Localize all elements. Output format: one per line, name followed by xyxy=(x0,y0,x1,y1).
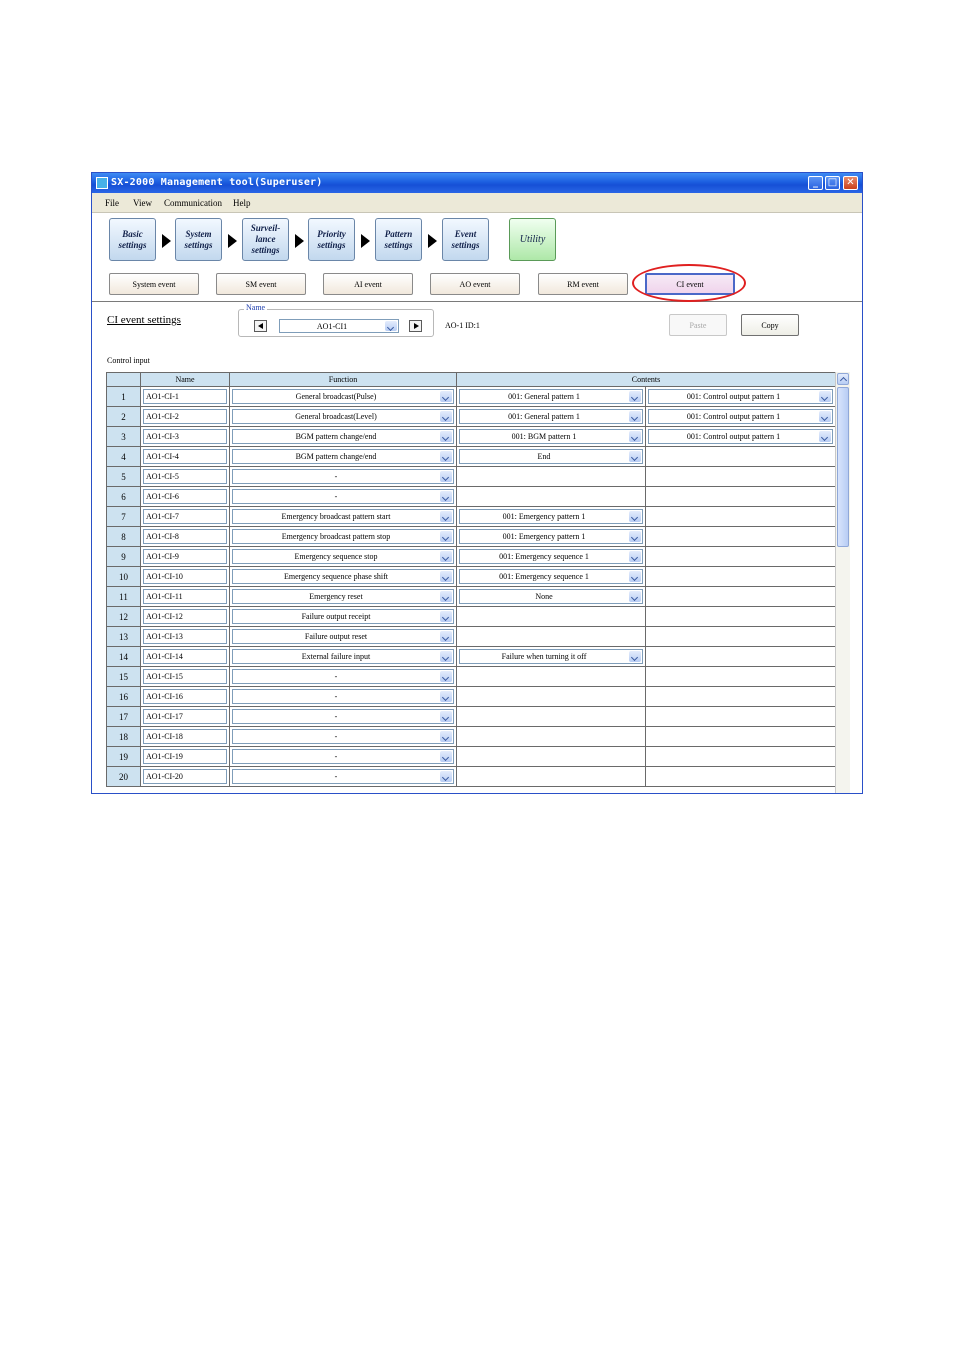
contents-secondary-cell xyxy=(646,527,836,547)
name-select-value: AO1-CI1 xyxy=(316,321,348,331)
function-value: Failure output receipt xyxy=(301,612,371,621)
function-cell xyxy=(230,387,457,407)
contents-primary-cell xyxy=(457,467,646,487)
function-select[interactable] xyxy=(232,689,454,704)
function-value: General broadcast(Level) xyxy=(295,412,377,421)
contents-secondary-cell xyxy=(646,487,836,507)
name-cell xyxy=(141,507,230,527)
function-select[interactable] xyxy=(232,709,454,724)
nav-priority-settings[interactable]: Priority settings xyxy=(308,218,355,261)
chevron-down-icon[interactable] xyxy=(629,511,641,522)
contents-secondary-cell xyxy=(646,447,836,467)
name-cell xyxy=(141,567,230,587)
function-select[interactable] xyxy=(232,549,454,564)
contents-primary-value: 001: Emergency pattern 1 xyxy=(502,532,586,541)
row-number: 3 xyxy=(107,427,141,447)
table-row xyxy=(107,647,836,667)
contents-primary-value: 001: Emergency sequence 1 xyxy=(499,572,589,581)
chevron-down-icon[interactable] xyxy=(629,411,641,422)
function-value: - xyxy=(334,492,338,501)
menu-bar xyxy=(92,193,862,213)
contents-primary-cell xyxy=(457,627,646,647)
table-row xyxy=(107,747,836,767)
contents-secondary-cell xyxy=(646,407,836,427)
function-select[interactable] xyxy=(232,409,454,424)
tab-ai-event[interactable]: AI event xyxy=(323,273,413,295)
contents-primary-select[interactable] xyxy=(459,589,643,604)
previous-button[interactable] xyxy=(254,320,267,332)
row-number: 20 xyxy=(107,767,141,787)
function-select[interactable] xyxy=(232,589,454,604)
name-input[interactable]: AO1-CI-10 xyxy=(143,569,227,584)
function-value: - xyxy=(334,732,338,741)
row-number: 15 xyxy=(107,667,141,687)
contents-secondary-cell xyxy=(646,567,836,587)
name-header: Name xyxy=(141,373,230,387)
table-row xyxy=(107,627,836,647)
name-legend: Name xyxy=(246,303,266,312)
function-select[interactable] xyxy=(232,629,454,644)
main-window xyxy=(91,172,863,794)
contents-primary-cell xyxy=(457,647,646,667)
function-cell xyxy=(230,447,457,467)
contents-primary-cell xyxy=(457,767,646,787)
name-select[interactable] xyxy=(279,319,399,333)
contents-primary-cell xyxy=(457,547,646,567)
event-tabs xyxy=(92,269,862,302)
contents-secondary-cell xyxy=(646,707,836,727)
contents-secondary-cell xyxy=(646,427,836,447)
chevron-down-icon[interactable] xyxy=(440,631,452,642)
scroll-up-icon[interactable] xyxy=(837,373,849,385)
name-input[interactable]: AO1-CI-19 xyxy=(143,749,227,764)
triangle-right-icon xyxy=(414,323,419,329)
arrow-right-icon xyxy=(295,234,304,248)
function-value: BGM pattern change/end xyxy=(295,432,377,441)
highlight-ellipse xyxy=(632,264,746,302)
chevron-down-icon[interactable] xyxy=(440,391,452,402)
tab-ao-event[interactable]: AO event xyxy=(430,273,520,295)
function-select[interactable] xyxy=(232,609,454,624)
contents-primary-select[interactable] xyxy=(459,649,643,664)
nav-event-settings[interactable]: Event settings xyxy=(442,218,489,261)
row-number: 7 xyxy=(107,507,141,527)
row-number: 5 xyxy=(107,467,141,487)
name-cell xyxy=(141,647,230,667)
row-number: 9 xyxy=(107,547,141,567)
name-cell xyxy=(141,707,230,727)
name-input[interactable]: AO1-CI-16 xyxy=(143,689,227,704)
function-select[interactable] xyxy=(232,509,454,524)
contents-primary-value: 001: General pattern 1 xyxy=(508,412,580,421)
name-input[interactable]: AO1-CI-12 xyxy=(143,609,227,624)
contents-primary-select[interactable] xyxy=(459,389,643,404)
menu-view[interactable]: View xyxy=(133,198,152,208)
contents-secondary-cell xyxy=(646,607,836,627)
chevron-down-icon[interactable] xyxy=(629,591,641,602)
chevron-down-icon[interactable] xyxy=(629,531,641,542)
contents-primary-cell xyxy=(457,507,646,527)
page-title: CI event settings xyxy=(107,314,181,326)
name-input[interactable]: AO1-CI-13 xyxy=(143,629,227,644)
table-row xyxy=(107,527,836,547)
maximize-button[interactable]: □ xyxy=(825,176,840,190)
name-input[interactable]: AO1-CI-17 xyxy=(143,709,227,724)
chevron-down-icon[interactable] xyxy=(440,591,452,602)
table-body xyxy=(107,387,836,787)
function-value: External failure input xyxy=(301,652,371,661)
close-button[interactable]: ✕ xyxy=(843,176,858,190)
name-input[interactable]: AO1-CI-14 xyxy=(143,649,227,664)
function-value: Emergency broadcast pattern start xyxy=(281,512,391,521)
name-input[interactable]: AO1-CI-5 xyxy=(143,469,227,484)
paste-button[interactable]: Paste xyxy=(669,314,727,336)
chevron-down-icon[interactable] xyxy=(440,671,452,682)
function-value: Emergency sequence stop xyxy=(294,552,378,561)
function-cell xyxy=(230,527,457,547)
function-select[interactable] xyxy=(232,489,454,504)
name-cell xyxy=(141,447,230,467)
name-group xyxy=(238,303,434,337)
tab-system-event[interactable]: System event xyxy=(109,273,199,295)
name-cell xyxy=(141,667,230,687)
table-row xyxy=(107,587,836,607)
chevron-down-icon[interactable] xyxy=(440,751,452,762)
contents-primary-cell xyxy=(457,527,646,547)
function-select[interactable] xyxy=(232,569,454,584)
contents-primary-cell xyxy=(457,687,646,707)
row-number: 14 xyxy=(107,647,141,667)
contents-primary-select[interactable] xyxy=(459,429,643,444)
contents-primary-cell xyxy=(457,667,646,687)
nav-utility[interactable]: Utility xyxy=(509,218,556,261)
name-cell xyxy=(141,627,230,647)
name-cell xyxy=(141,407,230,427)
function-value: Emergency broadcast pattern stop xyxy=(281,532,391,541)
contents-secondary-select[interactable] xyxy=(648,429,833,444)
name-input[interactable]: AO1-CI-11 xyxy=(143,589,227,604)
chevron-down-icon[interactable] xyxy=(629,391,641,402)
table-row xyxy=(107,447,836,467)
name-cell xyxy=(141,727,230,747)
name-cell xyxy=(141,467,230,487)
device-info: AO-1 ID:1 xyxy=(445,321,480,330)
function-cell xyxy=(230,707,457,727)
tab-rm-event[interactable]: RM event xyxy=(538,273,628,295)
function-cell xyxy=(230,427,457,447)
name-input[interactable]: AO1-CI-7 xyxy=(143,509,227,524)
contents-secondary-cell xyxy=(646,467,836,487)
contents-primary-select[interactable] xyxy=(459,569,643,584)
function-cell xyxy=(230,467,457,487)
chevron-down-icon[interactable] xyxy=(440,651,452,662)
control-input-label: Control input xyxy=(107,356,150,365)
function-value: - xyxy=(334,472,338,481)
function-value: - xyxy=(334,672,338,681)
contents-primary-select[interactable] xyxy=(459,509,643,524)
contents-primary-value: End xyxy=(537,452,551,461)
function-select[interactable] xyxy=(232,429,454,444)
function-value: Failure output reset xyxy=(304,632,368,641)
row-number: 8 xyxy=(107,527,141,547)
contents-primary-cell xyxy=(457,707,646,727)
vertical-scrollbar[interactable] xyxy=(835,372,850,794)
menu-communication[interactable]: Communication xyxy=(164,198,222,208)
name-cell xyxy=(141,527,230,547)
contents-secondary-value: 001: Control output pattern 1 xyxy=(686,412,781,421)
table-row xyxy=(107,487,836,507)
function-cell xyxy=(230,687,457,707)
contents-primary-cell xyxy=(457,567,646,587)
nav-pattern-settings[interactable]: Pattern settings xyxy=(375,218,422,261)
arrow-right-icon xyxy=(162,234,171,248)
chevron-down-icon[interactable] xyxy=(440,551,452,562)
chevron-down-icon[interactable] xyxy=(819,411,831,422)
function-cell xyxy=(230,407,457,427)
nav-basic-settings[interactable]: Basic settings xyxy=(109,218,156,261)
name-cell xyxy=(141,607,230,627)
tab-sm-event[interactable]: SM event xyxy=(216,273,306,295)
table-row xyxy=(107,507,836,527)
chevron-down-icon[interactable] xyxy=(440,771,452,782)
tab-ci-event[interactable]: CI event xyxy=(645,273,735,295)
function-select[interactable] xyxy=(232,529,454,544)
chevron-down-icon[interactable] xyxy=(440,491,452,502)
name-cell xyxy=(141,587,230,607)
contents-secondary-value: 001: Control output pattern 1 xyxy=(686,392,781,401)
contents-primary-cell xyxy=(457,747,646,767)
nav-surveillance-settings[interactable]: Surveil- lance settings xyxy=(242,218,289,261)
name-input[interactable]: AO1-CI-9 xyxy=(143,549,227,564)
function-select[interactable] xyxy=(232,469,454,484)
table-row xyxy=(107,547,836,567)
function-value: General broadcast(Pulse) xyxy=(295,392,377,401)
name-cell xyxy=(141,547,230,567)
chevron-down-icon[interactable] xyxy=(629,651,641,662)
function-cell xyxy=(230,487,457,507)
function-select[interactable] xyxy=(232,769,454,784)
name-input[interactable]: AO1-CI-2 xyxy=(143,409,227,424)
settings-navigation xyxy=(92,213,862,270)
table-row xyxy=(107,607,836,627)
function-cell xyxy=(230,627,457,647)
contents-secondary-select[interactable] xyxy=(648,389,833,404)
name-cell xyxy=(141,387,230,407)
chevron-down-icon[interactable] xyxy=(440,731,452,742)
name-input[interactable]: AO1-CI-3 xyxy=(143,429,227,444)
arrow-right-icon xyxy=(228,234,237,248)
table-row xyxy=(107,767,836,787)
name-input[interactable]: AO1-CI-4 xyxy=(143,449,227,464)
row-number: 10 xyxy=(107,567,141,587)
contents-secondary-cell xyxy=(646,647,836,667)
name-cell xyxy=(141,767,230,787)
table-row xyxy=(107,727,836,747)
contents-primary-select[interactable] xyxy=(459,549,643,564)
name-cell xyxy=(141,427,230,447)
table-row xyxy=(107,687,836,707)
name-input[interactable]: AO1-CI-15 xyxy=(143,669,227,684)
contents-secondary-cell xyxy=(646,687,836,707)
contents-secondary-cell xyxy=(646,767,836,787)
row-number: 16 xyxy=(107,687,141,707)
contents-secondary-cell xyxy=(646,727,836,747)
row-number: 1 xyxy=(107,387,141,407)
menu-help[interactable]: Help xyxy=(233,198,251,208)
function-select[interactable] xyxy=(232,649,454,664)
contents-secondary-cell xyxy=(646,627,836,647)
copy-button[interactable]: Copy xyxy=(741,314,799,336)
contents-primary-value: 001: BGM pattern 1 xyxy=(511,432,577,441)
app-icon xyxy=(96,177,108,189)
function-select[interactable] xyxy=(232,389,454,404)
contents-primary-value: 001: General pattern 1 xyxy=(508,392,580,401)
name-input[interactable]: AO1-CI-8 xyxy=(143,529,227,544)
chevron-down-icon[interactable] xyxy=(440,691,452,702)
function-cell xyxy=(230,767,457,787)
row-number: 2 xyxy=(107,407,141,427)
row-number: 13 xyxy=(107,627,141,647)
contents-header: Contents xyxy=(457,373,836,387)
row-number: 6 xyxy=(107,487,141,507)
chevron-down-icon[interactable] xyxy=(440,531,452,542)
function-value: Emergency sequence phase shift xyxy=(283,572,389,581)
chevron-down-icon[interactable] xyxy=(440,611,452,622)
function-select[interactable] xyxy=(232,729,454,744)
contents-secondary-cell xyxy=(646,507,836,527)
contents-secondary-select[interactable] xyxy=(648,409,833,424)
table-row xyxy=(107,567,836,587)
next-button[interactable] xyxy=(409,320,422,332)
row-number: 11 xyxy=(107,587,141,607)
chevron-down-icon[interactable] xyxy=(440,511,452,522)
chevron-down-icon[interactable] xyxy=(629,431,641,442)
name-input[interactable]: AO1-CI-18 xyxy=(143,729,227,744)
contents-primary-select[interactable] xyxy=(459,529,643,544)
contents-primary-cell xyxy=(457,607,646,627)
chevron-down-icon[interactable] xyxy=(629,551,641,562)
function-cell xyxy=(230,607,457,627)
chevron-down-icon[interactable] xyxy=(440,431,452,442)
corner-header xyxy=(107,373,141,387)
window-title: SX-2000 Management tool(Superuser) xyxy=(111,177,323,188)
chevron-down-icon[interactable] xyxy=(440,711,452,722)
function-header: Function xyxy=(230,373,457,387)
function-select[interactable] xyxy=(232,669,454,684)
chevron-down-icon[interactable] xyxy=(440,571,452,582)
contents-primary-cell xyxy=(457,587,646,607)
function-cell xyxy=(230,647,457,667)
menu-file[interactable]: File xyxy=(105,198,120,208)
function-value: - xyxy=(334,752,338,761)
chevron-down-icon[interactable] xyxy=(819,431,831,442)
contents-secondary-value: 001: Control output pattern 1 xyxy=(686,432,781,441)
row-number: 19 xyxy=(107,747,141,767)
name-input[interactable]: AO1-CI-1 xyxy=(143,389,227,404)
contents-primary-value: 001: Emergency pattern 1 xyxy=(502,512,586,521)
chevron-down-icon[interactable] xyxy=(440,471,452,482)
table-row xyxy=(107,407,836,427)
contents-primary-cell xyxy=(457,487,646,507)
contents-primary-value: 001: Emergency sequence 1 xyxy=(499,552,589,561)
table-row xyxy=(107,707,836,727)
contents-primary-cell xyxy=(457,407,646,427)
table-row xyxy=(107,427,836,447)
contents-primary-select[interactable] xyxy=(459,449,643,464)
arrow-right-icon xyxy=(428,234,437,248)
function-cell xyxy=(230,727,457,747)
function-cell xyxy=(230,587,457,607)
contents-secondary-cell xyxy=(646,387,836,407)
contents-secondary-cell xyxy=(646,747,836,767)
table-row xyxy=(107,467,836,487)
function-value: - xyxy=(334,692,338,701)
minimize-button[interactable]: _ xyxy=(808,176,823,190)
contents-secondary-cell xyxy=(646,667,836,687)
name-input[interactable]: AO1-CI-6 xyxy=(143,489,227,504)
contents-primary-cell xyxy=(457,387,646,407)
contents-primary-select[interactable] xyxy=(459,409,643,424)
contents-secondary-cell xyxy=(646,547,836,567)
contents-secondary-cell xyxy=(646,587,836,607)
row-number: 18 xyxy=(107,727,141,747)
row-number: 17 xyxy=(107,707,141,727)
table-row xyxy=(107,667,836,687)
function-cell xyxy=(230,547,457,567)
name-cell xyxy=(141,687,230,707)
contents-primary-cell xyxy=(457,427,646,447)
contents-primary-cell xyxy=(457,727,646,747)
chevron-down-icon[interactable] xyxy=(440,411,452,422)
chevron-down-icon[interactable] xyxy=(629,451,641,462)
nav-system-settings[interactable]: System settings xyxy=(175,218,222,261)
chevron-down-icon[interactable] xyxy=(440,451,452,462)
function-cell xyxy=(230,567,457,587)
name-cell xyxy=(141,487,230,507)
chevron-down-icon[interactable] xyxy=(385,321,397,331)
contents-primary-value: Failure when turning it off xyxy=(501,652,587,661)
name-cell xyxy=(141,747,230,767)
contents-primary-cell xyxy=(457,447,646,467)
chevron-down-icon[interactable] xyxy=(629,571,641,582)
ci-event-table xyxy=(106,372,836,787)
function-cell xyxy=(230,507,457,527)
function-value: Emergency reset xyxy=(309,592,363,601)
function-value: - xyxy=(334,712,338,721)
chevron-down-icon[interactable] xyxy=(819,391,831,402)
function-value: BGM pattern change/end xyxy=(295,452,377,461)
scroll-thumb[interactable] xyxy=(837,387,849,547)
contents-primary-value: None xyxy=(535,592,553,601)
function-select[interactable] xyxy=(232,449,454,464)
row-number: 4 xyxy=(107,447,141,467)
function-cell xyxy=(230,747,457,767)
title-bar[interactable] xyxy=(92,173,862,193)
function-select[interactable] xyxy=(232,749,454,764)
triangle-left-icon xyxy=(258,323,263,329)
row-number: 12 xyxy=(107,607,141,627)
name-input[interactable]: AO1-CI-20 xyxy=(143,769,227,784)
arrow-right-icon xyxy=(361,234,370,248)
function-cell xyxy=(230,667,457,687)
table-row xyxy=(107,387,836,407)
function-value: - xyxy=(334,772,338,781)
